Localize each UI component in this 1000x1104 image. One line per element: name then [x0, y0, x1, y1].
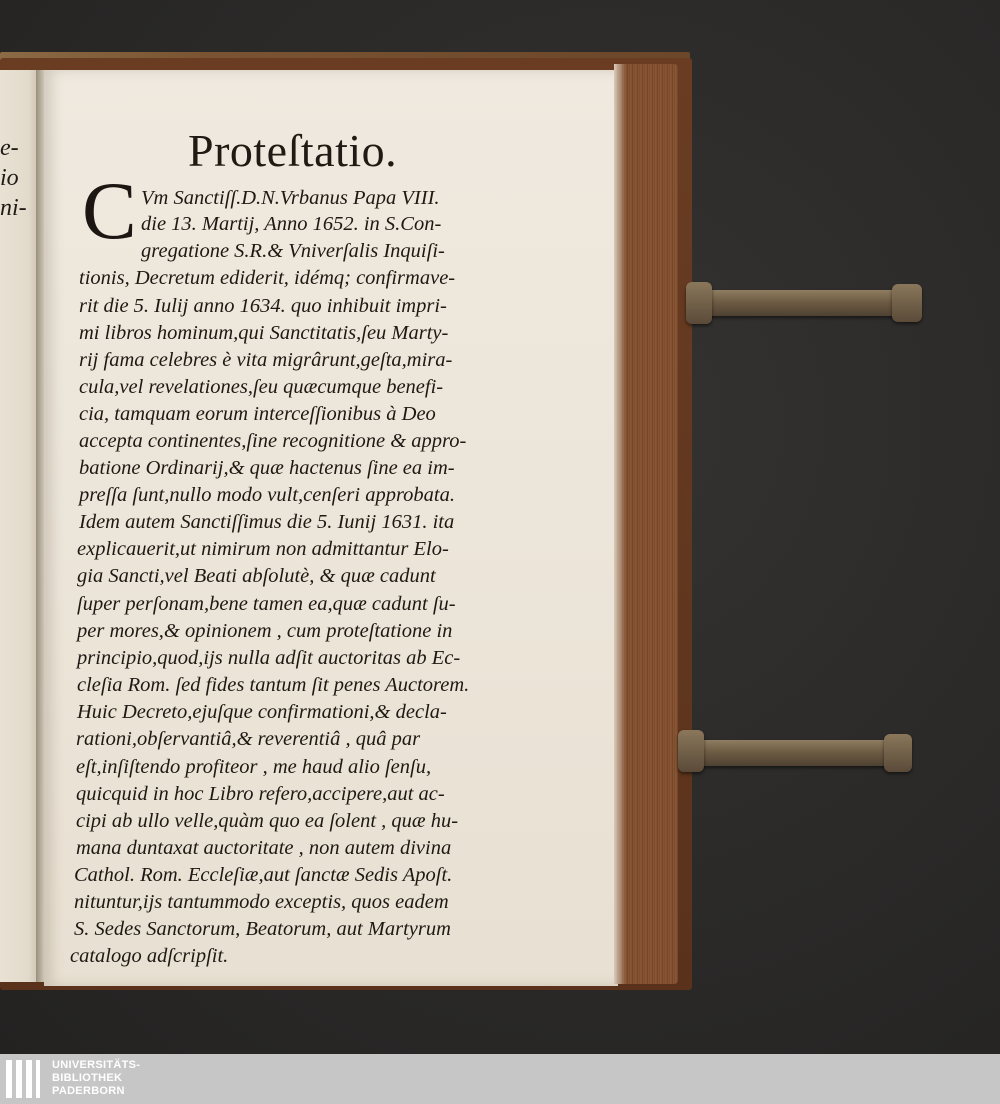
text-line: per mores,& opinionem , cum proteſtatione in — [77, 620, 453, 642]
logo-line-3: PADERBORN — [52, 1085, 125, 1097]
text-line: tionis, Decretum ediderit, idémq; confirmave- — [79, 267, 456, 289]
logo-line-1: UNIVERSITÄTS- — [52, 1059, 141, 1071]
text-line: batione Ordinarij,& quæ hactenus ſine ea im- — [79, 457, 455, 479]
text-line: cleſia Rom. ſed fides tantum ſit penes Auctorem. — [77, 674, 470, 696]
left-page-fragment: e- — [0, 135, 19, 161]
drop-initial: C — [82, 165, 137, 256]
text-line: Idem autem Sanctiſſimus die 5. Iunij 1631. ita — [79, 511, 455, 533]
text-line: rij fama celebres è vita migrârunt,geſta,mira- — [79, 349, 453, 371]
text-line: cia, tamquam eorum interceſſionibus à Deo — [79, 403, 436, 425]
text-line: Huic Decreto,ejuſque confirmationi,& decla- — [77, 701, 447, 723]
text-line: gregatione S.R.& Vniverſalis Inquiſi- — [141, 240, 445, 262]
text-line: ſuper perſonam,bene tamen ea,quæ cadunt ſu- — [77, 593, 456, 615]
text-line: Vm Sanctiſſ.D.N.Vrbanus Papa VIII. — [141, 187, 440, 209]
left-page — [0, 70, 40, 982]
library-logo-text — [52, 1059, 140, 1098]
upper-clasp-hinge — [686, 282, 712, 324]
text-line: gia Sancti,vel Beati abſolutè, & quæ cadunt — [77, 565, 436, 587]
text-line: die 13. Martij, Anno 1652. in S.Con- — [141, 213, 442, 235]
logo-line-2: BIBLIOTHEK — [52, 1072, 123, 1084]
lower-clasp-hinge — [678, 730, 704, 772]
text-line: accepta continentes,ſine recognitione & appro- — [79, 430, 467, 452]
lower-clasp-tip — [884, 734, 912, 772]
footer-bar — [0, 1054, 1000, 1104]
text-line: nituntur,ijs tantummodo exceptis, quos eadem — [74, 891, 449, 913]
text-line: mi libros hominum,qui Sanctitatis,ſeu Marty- — [79, 322, 449, 344]
library-logo-icon — [6, 1060, 44, 1098]
left-page-fragment: io — [0, 165, 19, 191]
text-line: catalogo adſcripſit. — [70, 945, 229, 967]
page-title: Proteſtatio. — [188, 125, 398, 176]
left-page-fragment: ni- — [0, 195, 27, 221]
text-line: cula,vel revelationes,ſeu quæcumque benefi- — [79, 376, 444, 398]
text-line: explicauerit,ut nimirum non admittantur Elo- — [77, 538, 449, 560]
text-line: Cathol. Rom. Eccleſiæ,aut ſanctæ Sedis Apoſt. — [74, 864, 453, 886]
text-line: rit die 5. Iulij anno 1634. quo inhibuit impri- — [79, 295, 447, 317]
text-line: preſſa ſunt,nullo modo vult,cenſeri approbata. — [79, 484, 455, 506]
page-fore-edge-shade — [614, 64, 626, 984]
upper-clasp — [688, 290, 898, 316]
text-line: principio,quod,ijs nulla adſit auctoritas ab Ec- — [77, 647, 461, 669]
text-line: cipi ab ullo velle,quàm quo ea ſolent , quæ hu- — [76, 810, 459, 832]
text-line: S. Sedes Sanctorum, Beatorum, aut Martyrum — [74, 918, 451, 940]
upper-clasp-tip — [892, 284, 922, 322]
text-line: quicquid in hoc Libro refero,accipere,aut ac- — [76, 783, 445, 805]
text-line: mana duntaxat auctoritate , non autem divina — [76, 837, 452, 859]
lower-clasp — [682, 740, 892, 766]
text-line: eſt,inſiſtendo profiteor , me haud alio ſenſu, — [76, 756, 432, 778]
text-line: rationi,obſervantiâ,& reverentiâ , quâ par — [76, 728, 421, 750]
